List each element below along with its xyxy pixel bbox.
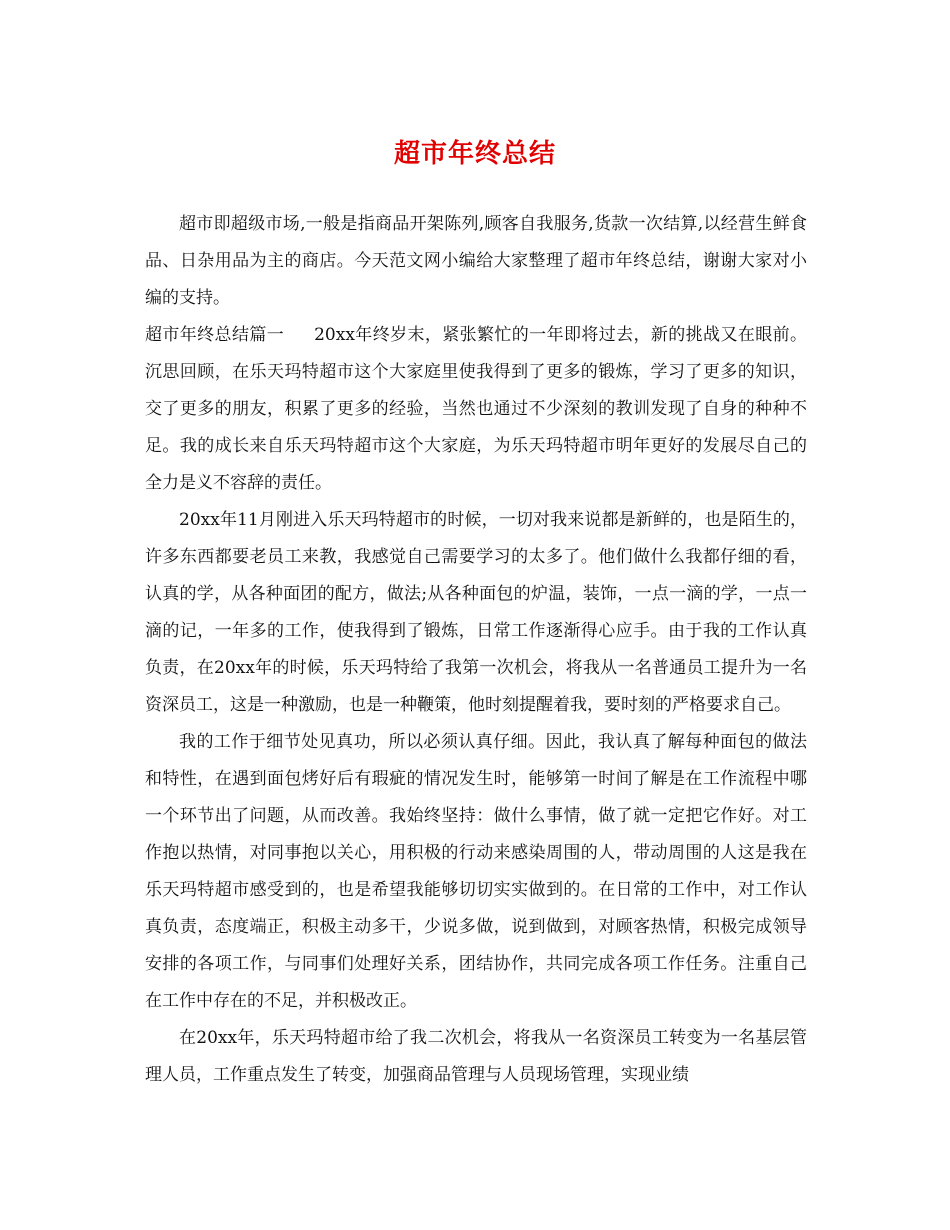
section-first-paragraph-text: 20xx年终岁末，紧张繁忙的一年即将过去，新的挑战又在眼前。沉思回顾，在乐天玛特超市这个大家庭里使我得到了更多的锻炼，学习了更多的知识，交了更多的朋友，积累了更多的经验，当然也通过不少深刻的教训发现了自身的种种不足。我的成长来自乐天玛特超市这个大家庭，为乐天玛特超市明年更好的发展尽自己的全力是义不容辞的责任。 xyxy=(145,325,807,493)
intro-paragraph: 超市即超级市场,一般是指商品开架陈列,顾客自我服务,货款一次结算,以经营生鲜食品、日杂用品为主的商店。今天范文网小编给大家整理了超市年终总结，谢谢大家对小编的支持。 xyxy=(145,214,807,308)
body-paragraph: 20xx年11月刚进入乐天玛特超市的时候，一切对我来说都是新鲜的，也是陌生的，许多东西都要老员工来教，我感觉自己需要学习的太多了。他们做什么我都仔细的看，认真的学，从各种面团的配方，做法;从各种面包的炉温，装饰，一点一滴的学，一点一滴的记，一年多的工作，使我得到了锻炼，日常工作逐渐得心应手。由于我的工作认真负责，在20xx年的时候，乐天玛特给了我第一次机会，将我从一名普通员工提升为一名资深员工，这是一种激励，也是一种鞭策，他时刻提醒着我，要时刻的严格要求自己。 xyxy=(145,510,807,715)
body-paragraph: 在20xx年，乐天玛特超市给了我二次机会，将我从一名资深员工转变为一名基层管理人员，工作重点发生了转变，加强商品管理与人员现场管理，实现业绩 xyxy=(145,1028,807,1085)
document-body xyxy=(145,206,807,1094)
section-first-paragraph xyxy=(145,317,807,502)
document-title: 超市年终总结 xyxy=(393,139,556,169)
section-heading: 超市年终总结篇一 xyxy=(145,325,285,345)
body-paragraph: 我的工作于细节处见真功，所以必须认真仔细。因此，我认真了解每种面包的做法和特性，在遇到面包烤好后有瑕疵的情况发生时，能够第一时间了解是在工作流程中哪一个环节出了问题，从而改善。我始终坚持：做什么事情，做了就一定把它作好。对工作抱以热情，对同事抱以关心，用积极的行动来感染周围的人，带动周围的人这是我在乐天玛特超市感受到的，也是希望我能够切切实实做到的。在日常的工作中，对工作认真负责，态度端正，积极主动多干，少说多做，说到做到，对顾客热情，积极完成领导安排的各项工作，与同事们处理好关系，团结协作，共同完成各项工作任务。注重自己在工作中存在的不足，并积极改正。 xyxy=(145,732,807,1011)
